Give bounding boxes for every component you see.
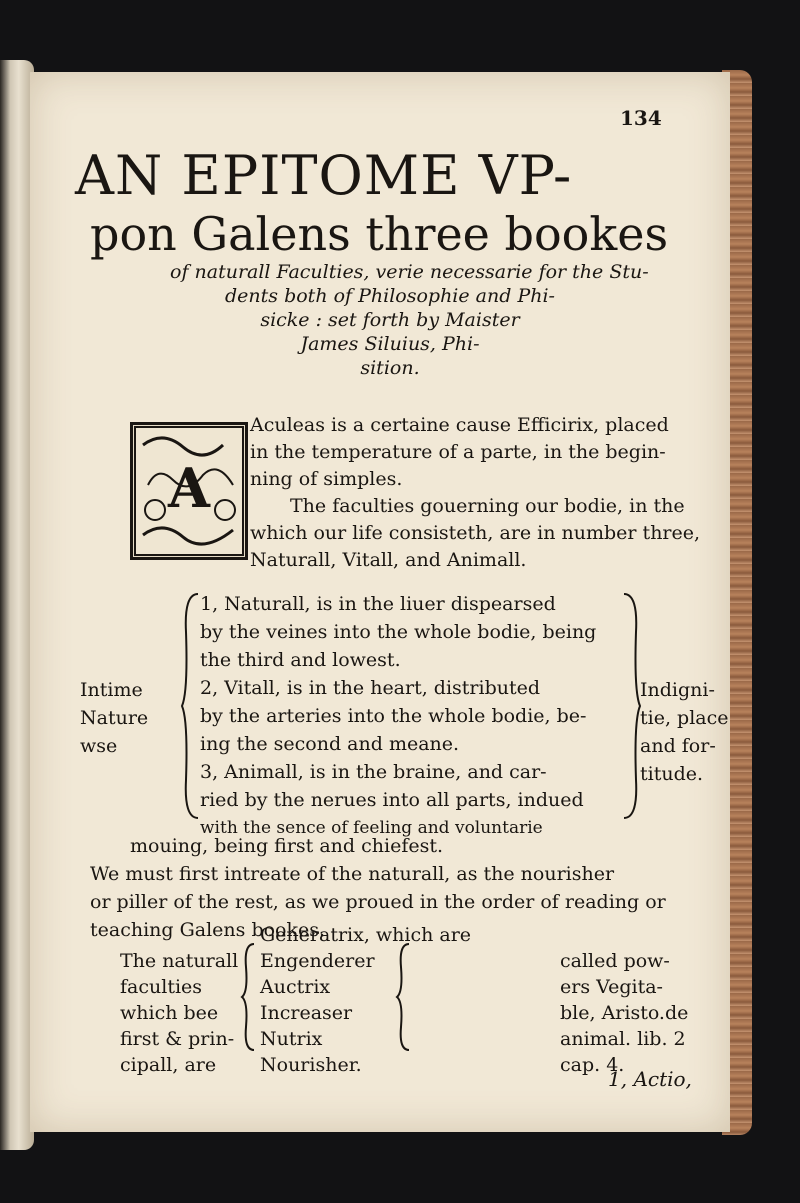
text-line: Generatrix, which are bbox=[260, 924, 472, 946]
text-line: faculties bbox=[120, 976, 203, 998]
woodcut-initial-icon bbox=[130, 422, 248, 560]
text-line: mouing, being first and chiefest. bbox=[130, 835, 444, 857]
text-line: animal. lib. 2 bbox=[560, 1028, 686, 1050]
text-line: the third and lowest. bbox=[200, 649, 401, 671]
intro-line: sition. bbox=[360, 357, 420, 379]
natural-faculties-table bbox=[90, 922, 730, 1076]
text-line: Nutrix bbox=[260, 1028, 323, 1050]
text-line: The faculties gouerning our bodie, in the bbox=[290, 495, 685, 517]
book-page bbox=[30, 72, 730, 1132]
text-line: cipall, are bbox=[120, 1054, 217, 1076]
text-line: Naturall, Vitall, and Animall. bbox=[250, 549, 527, 571]
text-line: ning of simples. bbox=[250, 468, 403, 490]
page-subtitle: pon Galens three bookes bbox=[90, 207, 669, 261]
faculties-table bbox=[80, 590, 729, 838]
text-line: by the veines into the whole bodie, being bbox=[200, 621, 597, 643]
text-line: cap. 4. bbox=[560, 1054, 625, 1076]
text-line: tie, place bbox=[640, 707, 729, 729]
page-number: 134 bbox=[620, 106, 662, 130]
text-line: by the arteries into the whole bodie, be- bbox=[200, 705, 587, 727]
intro-paragraph bbox=[170, 260, 649, 380]
text-line: Increaser bbox=[260, 1002, 353, 1024]
text-line: 3, Animall, is in the braine, and car- bbox=[200, 761, 547, 783]
catchword: 1, Actio, bbox=[608, 1067, 692, 1091]
intro-line: sicke : set forth by Maister bbox=[260, 309, 520, 331]
text-line: Aculeas is a certaine cause Efficirix, placed bbox=[250, 414, 669, 436]
text-line: Auctrix bbox=[260, 976, 331, 998]
intro-line: of naturall Faculties, verie necessarie for the Stu- bbox=[170, 261, 649, 283]
text-line: 1, Naturall, is in the liuer dispearsed bbox=[200, 593, 556, 615]
text-line: teaching Galens bookes. bbox=[90, 919, 326, 941]
brace-left-icon bbox=[180, 592, 200, 820]
text-line: wse bbox=[80, 735, 118, 757]
text-line: 2, Vitall, is in the heart, distributed bbox=[200, 677, 541, 699]
text-line: We must first intreate of the naturall, as the nourisher bbox=[90, 863, 615, 885]
text-line: Nature bbox=[80, 707, 149, 729]
text-line: Engenderer bbox=[260, 950, 375, 972]
opening-paragraph bbox=[250, 412, 710, 574]
intro-line: dents both of Philosophie and Phi- bbox=[225, 285, 555, 307]
text-line: which our life consisteth, are in number three, bbox=[250, 522, 701, 544]
text-line: ing the second and meane. bbox=[200, 733, 460, 755]
text-line: with the sence of feeling and voluntarie bbox=[200, 818, 543, 838]
faculties-right-column bbox=[640, 676, 730, 788]
text-line: Intime bbox=[80, 679, 143, 701]
text-line: Nourisher. bbox=[260, 1054, 362, 1076]
text-line: ried by the nerues into all parts, indued bbox=[200, 789, 584, 811]
text-line: ble, Aristo.de bbox=[560, 1002, 689, 1024]
natural-column-3 bbox=[560, 948, 720, 1078]
brace-left-icon bbox=[395, 942, 411, 1052]
text-line: or piller of the rest, as we proued in the order of reading or bbox=[90, 891, 666, 913]
text-line: which bee bbox=[120, 1002, 219, 1024]
text-line: ers Vegita- bbox=[560, 976, 663, 998]
text-line: Indigni- bbox=[640, 679, 715, 701]
book-left-pages bbox=[0, 60, 34, 1150]
intro-line: James Siluius, Phi- bbox=[300, 333, 480, 355]
faculties-left-column bbox=[80, 676, 170, 760]
text-line: titude. bbox=[640, 763, 704, 785]
brace-left-icon bbox=[240, 942, 256, 1052]
page-title: AN EPITOME VP- bbox=[75, 144, 573, 207]
faculties-list bbox=[200, 590, 620, 842]
text-line: in the temperature of a parte, in the begin- bbox=[250, 441, 666, 463]
brace-right-icon bbox=[622, 592, 642, 820]
woodcut-letter: A bbox=[168, 456, 210, 520]
text-line: The naturall bbox=[120, 950, 239, 972]
text-line: called pow- bbox=[560, 950, 670, 972]
text-line: and for- bbox=[640, 735, 716, 757]
text-line: first & prin- bbox=[120, 1028, 235, 1050]
